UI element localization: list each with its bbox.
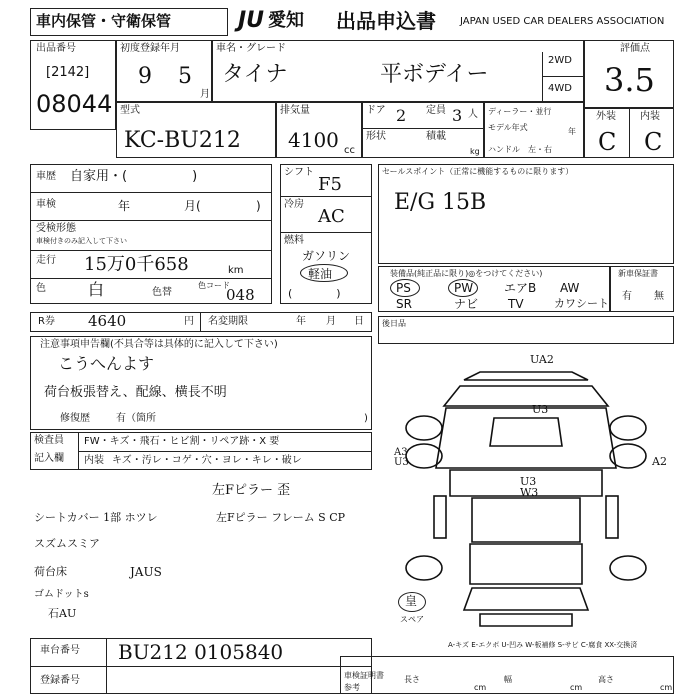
inspector-label1: 検査員 [34, 435, 64, 446]
mark-u3: U3 [532, 403, 549, 416]
height-label: 高さ [598, 675, 614, 684]
cap-value: 3 [452, 106, 463, 125]
reg-month-unit: 月 [200, 89, 210, 100]
grade: 平ボデイー [380, 62, 489, 87]
door-value: 2 [396, 106, 407, 125]
dealer-label: ディーラー・並行 [488, 107, 552, 116]
mileage-label: 走行 [36, 255, 56, 266]
interior-row: キズ・汚レ・コゲ・穴・ヨレ・キレ・破レ [112, 455, 302, 466]
fuel-gas: ガソリン [302, 249, 351, 263]
equip-tv: TV [508, 297, 524, 311]
load-unit: kg [470, 147, 480, 156]
comment-right-3: JAUS [130, 565, 162, 579]
comment-2: スズムスミア [34, 537, 100, 550]
ac-label: 冷房 [284, 199, 304, 210]
warranty-no: 無 [654, 291, 664, 302]
recycle-label: R券 [38, 316, 55, 327]
equip-leather: カワシート [554, 297, 609, 310]
sales-label: セールスポイント（正常に機能するものに限ります） [382, 167, 574, 176]
history-box [30, 164, 272, 304]
comment-right-2: 左Fピラー フレーム S CP [216, 511, 346, 524]
equip-airbag: エアB [504, 281, 537, 295]
spare-mark: 皇 [405, 594, 418, 608]
repair-close: ) [364, 413, 368, 424]
warranty-label: 新車保証書 [618, 269, 658, 278]
disp-value: 4100 [288, 128, 339, 152]
comment-5: 石AU [48, 607, 77, 620]
lot-number: 08044 [36, 90, 113, 118]
ac-value: AC [318, 206, 345, 227]
comment-4: ゴムドットs [34, 589, 89, 600]
damage-legend: A-キズ E-エクボ U-凹み W-板補修 S-サビ C-腐食 XX-交換済 [448, 641, 638, 649]
type-value: KC-BU212 [124, 128, 241, 153]
ext-label: 外装 [596, 111, 616, 122]
int-value: C [644, 128, 663, 156]
interior-prefix: 内装 [84, 455, 104, 466]
notes-line1: こうへんよす [58, 354, 155, 373]
equip-pw: PW [454, 281, 474, 295]
color-code-label: 色コード [198, 281, 230, 290]
delivery-box [378, 316, 674, 344]
equip-sr: SR [396, 297, 412, 311]
deadline-month: 月 [326, 316, 336, 327]
sales-value: E/G 15B [394, 190, 487, 215]
ext-value: C [598, 128, 617, 156]
cap-label: 定員 [426, 105, 446, 116]
type-label: 型式 [120, 105, 140, 116]
width-unit: cm [570, 683, 583, 692]
chassis-value: BU212 0105840 [118, 640, 284, 664]
inspect-label: 車検 [36, 199, 56, 210]
history-value: 自家用・( ) [70, 169, 198, 184]
comment-1: シートカバー 1部 ホツレ [34, 511, 158, 524]
inspect-month: 月( [184, 199, 201, 213]
comment-right-1: 左Fピラー 歪 [212, 483, 291, 498]
fuel-other: ( ) [288, 287, 341, 300]
deadline-label: 名変期限 [208, 316, 248, 327]
model-year-unit: 年 [568, 127, 576, 136]
equip-ps: PS [396, 281, 411, 295]
inspect-close: ) [256, 199, 261, 213]
recv-note: 車検付きのみ記入して下さい [36, 237, 127, 245]
equip-label: 装備品(純正品に限り)◎をつけてください) [390, 269, 543, 278]
mark-ua2: UA2 [530, 353, 554, 366]
notes-line2: 荷台板張替え、配線、横長不明 [44, 385, 227, 400]
drive-4wd: 4WD [548, 83, 572, 94]
delivery-label: 後日品 [382, 319, 406, 328]
model-label: 車名・グレード [216, 43, 286, 54]
score-value: 3.5 [604, 61, 655, 99]
equip-navi: ナビ [454, 297, 479, 311]
mark-a3-u3: A3 U3 [394, 447, 409, 468]
recycle-box [30, 312, 372, 332]
height-unit: cm [660, 683, 673, 692]
door-label: ドア [366, 105, 386, 116]
drive-2wd: 2WD [548, 55, 572, 66]
load-label: 積載 [426, 131, 446, 142]
recycle-value: 4640 [88, 312, 127, 330]
length-label: 長さ [404, 675, 420, 684]
score-label: 評価点 [620, 43, 650, 54]
warranty-yes: 有 [622, 291, 632, 302]
mark-u3-w3: U3 W3 [520, 475, 539, 499]
inspector-label2: 記入欄 [34, 453, 64, 464]
storage-title: 車内保管・守衛保管 [36, 12, 172, 30]
size-label: 車検証明書 [344, 671, 384, 680]
org-name: 愛知 [268, 10, 304, 31]
inspect-year: 年 [118, 199, 131, 213]
lot-sub: [2142] [46, 65, 90, 80]
mileage-unit: km [228, 265, 244, 276]
shift-label: シフト [284, 167, 314, 178]
color-code: 048 [226, 286, 255, 304]
cap-unit: 人 [468, 109, 478, 120]
mark-a2: A2 [652, 455, 667, 468]
mileage-value: 15万0千658 [84, 254, 189, 275]
color-value: 白 [88, 280, 105, 299]
reg-number-label: 登録番号 [40, 675, 80, 686]
recv-label: 受検形態 [36, 223, 76, 234]
fuel-diesel: 軽油 [308, 267, 333, 281]
length-unit: cm [474, 683, 487, 692]
model-name: タイナ [222, 62, 288, 87]
disp-label: 排気量 [280, 105, 310, 116]
width-label: 幅 [504, 675, 512, 684]
color-label: 色 [36, 283, 46, 294]
notes-label: 注意事項申告欄(不具合等は具体的に記入して下さい) [40, 339, 278, 350]
handle-label: ハンドル 左・右 [488, 145, 552, 154]
spare-label: スペア [400, 615, 424, 624]
recycle-unit: 円 [184, 316, 194, 327]
repair-value: 有（箇所 [116, 413, 156, 424]
exterior-row: FW・キズ・飛石・ヒビ割・リペア跡・X 要 [84, 436, 280, 447]
deadline-year: 年 [296, 316, 306, 327]
int-label: 内装 [640, 111, 660, 122]
reg-year: 9 [138, 64, 152, 89]
comment-3: 荷台床 [34, 565, 67, 578]
color-change-label: 色替 [152, 287, 172, 298]
lot-label: 出品番号 [36, 43, 76, 54]
deadline-day: 日 [354, 316, 364, 327]
assoc-name: JAPAN USED CAR DEALERS ASSOCIATION [460, 16, 665, 27]
disp-unit: cc [344, 145, 355, 156]
ps-circle-icon [390, 279, 420, 297]
shift-value: F5 [318, 174, 342, 195]
fuel-label: 燃料 [284, 235, 304, 246]
repair-label: 修復歴 [60, 413, 90, 424]
pw-circle-icon [448, 279, 478, 297]
reg-label: 初度登録年月 [120, 43, 180, 54]
ref-label: 参考 [344, 683, 360, 692]
shape-label: 形状 [366, 131, 386, 142]
chassis-label: 車台番号 [40, 645, 80, 656]
model-year-label: モデル年式 [488, 123, 528, 132]
ju-logo-icon: JU [238, 8, 265, 33]
reg-month: 5 [178, 64, 192, 89]
equip-aw: AW [560, 281, 580, 295]
history-label: 車歴 [36, 171, 56, 182]
form-title: 出品申込書 [336, 9, 436, 33]
